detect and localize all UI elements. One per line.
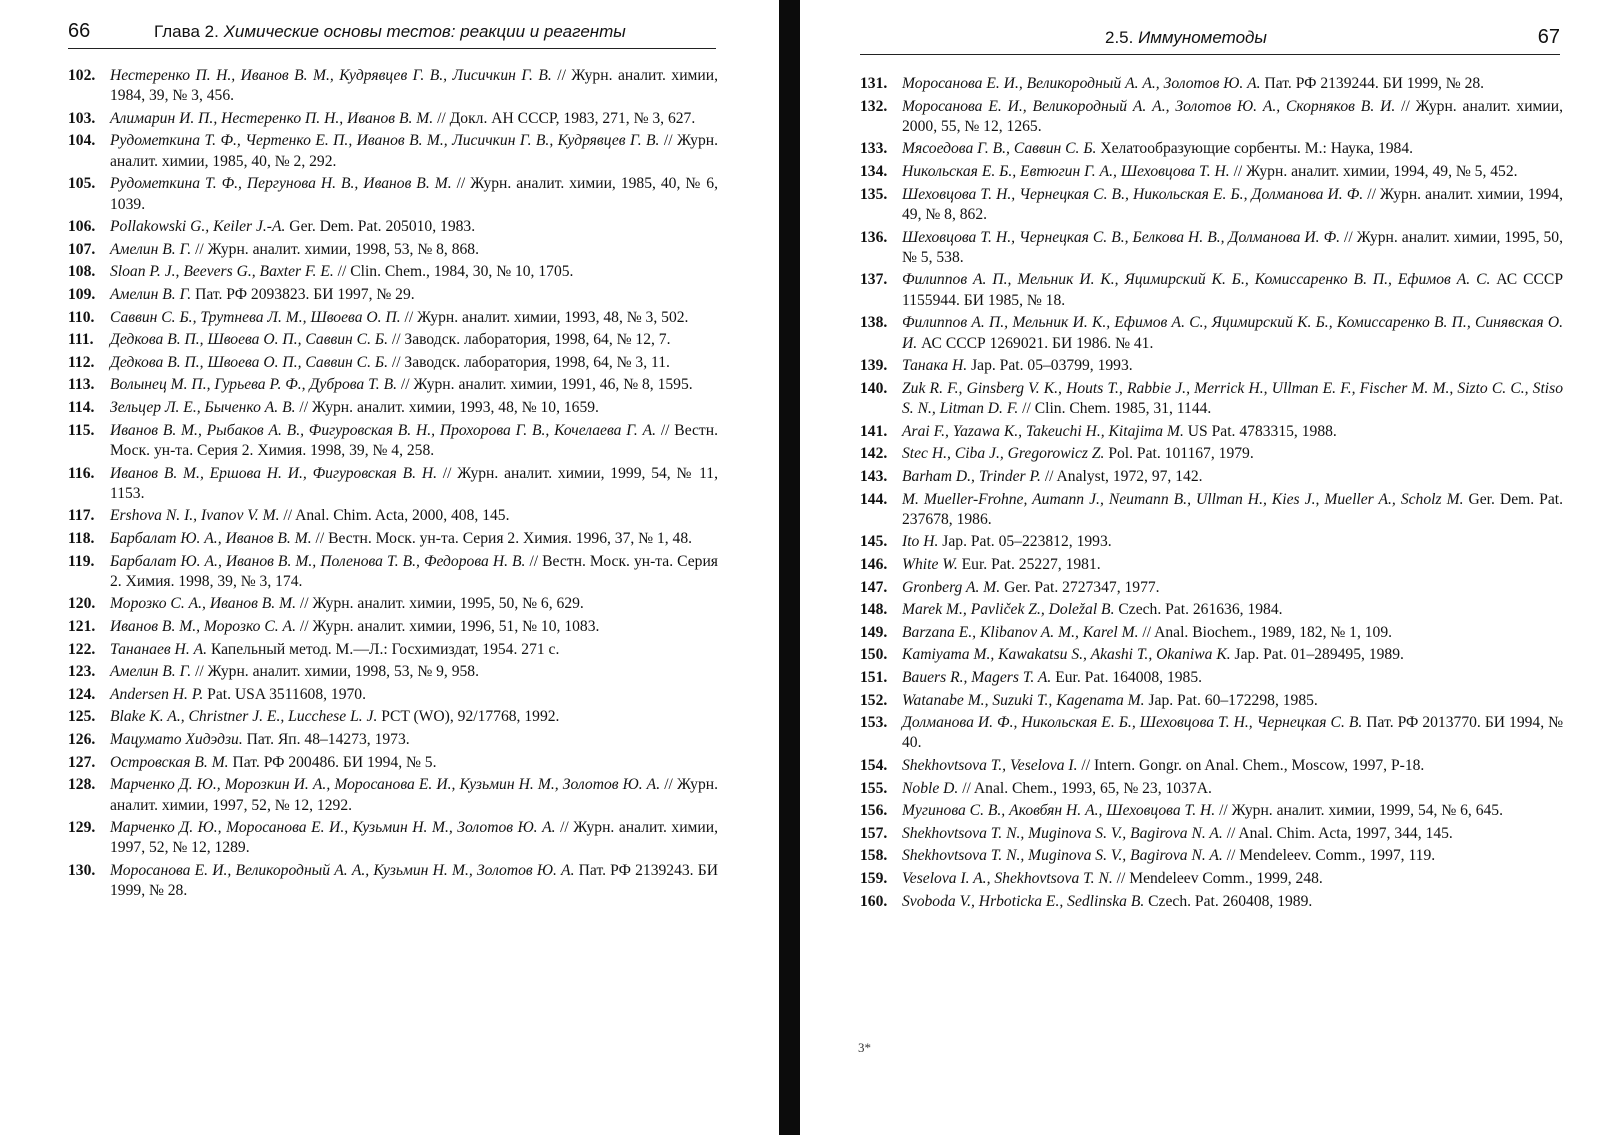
reference-number: 108. <box>68 263 96 281</box>
right-reference-list <box>860 74 1563 914</box>
reference-authors: Шеховцова Т. Н., Чернецкая С. В., Белкова Н. В., Долманова И. Ф. <box>902 228 1341 246</box>
reference-authors: Филиппов А. П., Мельник И. К., Ефимов А. С., Яцимирский К. Б., Комиссаренко В. П., Синявская О. И. <box>902 314 1563 352</box>
left-reference-list <box>68 66 718 904</box>
reference-number: 156. <box>860 802 888 820</box>
reference-item <box>860 555 1563 575</box>
right-running-header <box>860 24 1560 55</box>
reference-number: 152. <box>860 691 888 709</box>
reference-authors: Мацумато Хидэдзи. <box>110 731 243 749</box>
reference-number: 122. <box>68 640 96 658</box>
reference-item <box>68 730 718 750</box>
reference-number: 158. <box>860 847 888 865</box>
reference-authors: Arai F., Yazawa K., Takeuchi H., Kitajima M. <box>902 422 1184 440</box>
reference-number: 123. <box>68 663 96 681</box>
reference-number: 116. <box>68 464 95 482</box>
reference-source: // Вестн. Моск. ун-та. Серия 2. Химия. 1998, 39, № 3, 174. <box>110 552 718 590</box>
reference-authors: Kamiyama M., Kawakatsu S., Akashi T., Okaniwa K. <box>902 646 1231 664</box>
reference-source: // Журн. аналит. химии, 1997, 52, № 12, 1292. <box>110 776 718 814</box>
reference-source: Пат. РФ 2013770. БИ 1994, № 40. <box>902 714 1564 752</box>
reference-source: // Anal. Chim. Acta, 2000, 408, 145. <box>279 507 510 525</box>
reference-source: // Журн. аналит. химии, 1997, 52, № 12, 1289. <box>110 819 718 857</box>
reference-number: 111. <box>68 331 94 349</box>
reference-number: 121. <box>68 618 96 636</box>
reference-authors: Тананаев Н. А. <box>110 640 208 658</box>
reference-source: АС СССР 1269021. БИ 1986. № 41. <box>917 334 1154 352</box>
reference-item <box>860 270 1563 311</box>
reference-source: Пат. РФ 2093823. БИ 1997, № 29. <box>191 286 415 304</box>
reference-number: 129. <box>68 819 96 837</box>
reference-number: 106. <box>68 218 96 236</box>
reference-number: 155. <box>860 779 888 797</box>
reference-number: 109. <box>68 286 96 304</box>
reference-item <box>860 313 1563 354</box>
reference-source: Хелатообразующие сорбенты. М.: Наука, 1984. <box>1096 140 1414 158</box>
reference-item <box>68 775 718 816</box>
reference-source: // Журн. аналит. химии, 1993, 48, № 10, 1659. <box>295 399 599 417</box>
reference-authors: Andersen H. P. <box>110 685 204 703</box>
reference-item <box>68 217 718 237</box>
reference-authors: Филиппов А. П., Мельник И. К., Яцимирский К. Б., Комиссаренко В. П., Ефимов А. С. <box>902 271 1491 289</box>
reference-source: // Журн. аналит. химии, 1993, 48, № 3, 502. <box>400 308 689 326</box>
reference-number: 135. <box>860 185 888 203</box>
reference-source: // Журн. аналит. химии, 1985, 40, № 6, 1039. <box>110 175 718 213</box>
reference-item <box>860 228 1563 269</box>
chapter-label: Глава 2. <box>154 22 219 41</box>
reference-authors: Watanabe M., Suzuki T., Kagenama M. <box>902 691 1145 709</box>
reference-authors: Bauers R., Magers T. A. <box>902 668 1052 686</box>
reference-number: 127. <box>68 753 96 771</box>
reference-item <box>860 444 1563 464</box>
reference-number: 124. <box>68 685 96 703</box>
reference-item <box>860 869 1563 889</box>
reference-source: Ger. Dem. Pat. 237678, 1986. <box>902 490 1563 528</box>
reference-source: // Журн. аналит. химии, 2000, 55, № 12, 1265. <box>902 97 1564 135</box>
reference-item <box>68 308 718 328</box>
reference-authors: Саввин С. Б., Трутнева Л. М., Швоева О. П. <box>110 308 401 326</box>
reference-number: 104. <box>68 132 96 150</box>
book-spine <box>779 0 800 1135</box>
reference-authors: Zuk R. F., Ginsberg V. K., Houts T., Rabbie J., Merrick H., Ullman E. F., Fischer M. M., Sizto C. C., Stiso S. N., Litman D. F. <box>902 379 1563 418</box>
reference-source: // Заводск. лаборатория, 1998, 64, № 12, 7. <box>387 331 671 349</box>
reference-source: // Журн. аналит. химии, 1999, 54, № 11, 1153. <box>110 464 718 502</box>
reference-authors: White W. <box>902 555 958 573</box>
reference-source: Капельный метод. М.—Л.: Госхимиздат, 1954. 271 с. <box>207 640 560 658</box>
reference-item <box>860 713 1563 754</box>
reference-item <box>68 109 718 129</box>
reference-source: // Mendeleev Comm., 1999, 248. <box>1112 870 1323 887</box>
reference-authors: Марченко Д. Ю., Морозкин И. А., Моросанова Е. И., Кузьмин Н. М., Золотов Ю. А. <box>110 776 661 794</box>
reference-authors: Sloan P. J., Beevers G., Baxter F. E. <box>110 263 334 281</box>
reference-item <box>68 707 718 727</box>
reference-item <box>68 353 718 373</box>
reference-number: 136. <box>860 228 888 246</box>
right-page-number: 67 <box>1537 26 1560 48</box>
reference-item <box>68 330 718 350</box>
reference-source: Pat. USA 3511608, 1970. <box>203 685 367 703</box>
reference-item <box>68 464 718 505</box>
reference-source: Пат. РФ 200486. БИ 1994, № 5. <box>228 753 437 771</box>
reference-item <box>68 262 718 282</box>
reference-number: 144. <box>860 490 888 508</box>
reference-number: 140. <box>860 379 888 397</box>
reference-number: 134. <box>860 163 888 181</box>
reference-authors: Марченко Д. Ю., Моросанова Е. И., Кузьмин Н. М., Золотов Ю. А. <box>110 819 556 837</box>
reference-source: Eur. Pat. 164008, 1985. <box>1051 668 1203 686</box>
reference-source: // Журн. аналит. химии, 1995, 50, № 5, 538. <box>902 228 1563 266</box>
reference-authors: Дедкова В. П., Швоева О. П., Саввин С. Б. <box>110 353 388 371</box>
reference-source: // Вестн. Моск. ун-та. Серия 2. Химия. 1998, 39, № 4, 258. <box>110 421 718 459</box>
reference-number: 125. <box>68 708 96 726</box>
reference-authors: Ershova N. I., Ivanov V. M. <box>110 507 280 525</box>
reference-source: // Вестн. Моск. ун-та. Серия 2. Химия. 1996, 37, № 1, 48. <box>311 529 693 547</box>
reference-authors: Алимарин И. П., Нестеренко П. Н., Иванов В. М. <box>110 109 434 127</box>
reference-source: // Журн. аналит. химии, 1995, 50, № 6, 629. <box>295 595 584 613</box>
section-label: 2.5. <box>1105 28 1134 47</box>
reference-item <box>860 490 1563 531</box>
reference-authors: Stec H., Ciba J., Gregorowicz Z. <box>902 445 1105 463</box>
reference-source: // Заводск. лаборатория, 1998, 64, № 3, 11. <box>387 353 670 371</box>
reference-number: 113. <box>68 376 95 394</box>
reference-item <box>860 356 1563 376</box>
reference-number: 132. <box>860 97 888 115</box>
reference-item <box>860 600 1563 620</box>
left-running-header <box>68 18 716 49</box>
reference-item <box>68 240 718 260</box>
reference-authors: Ito H. <box>902 533 939 551</box>
reference-item <box>68 529 718 549</box>
reference-authors: M. Mueller-Frohne, Aumann J., Neumann B., Ullman H., Kies J., Mueller A., Scholz M. <box>902 490 1464 508</box>
reference-item <box>68 617 718 637</box>
reference-authors: Барбалат Ю. А., Иванов В. М. <box>110 529 312 547</box>
reference-item <box>860 532 1563 552</box>
reference-authors: Моросанова Е. И., Великородный А. А., Кузьмин Н. М., Золотов Ю. А. <box>110 862 575 879</box>
reference-source: // Журн. аналит. химии, 1998, 53, № 9, 958. <box>191 663 480 681</box>
reference-item <box>860 668 1563 688</box>
reference-number: 159. <box>860 870 888 887</box>
reference-item <box>860 645 1563 665</box>
reference-number: 114. <box>68 399 95 417</box>
reference-source: Ger. Dem. Pat. 205010, 1983. <box>285 218 476 236</box>
reference-source: // Clin. Chem. 1985, 31, 1144. <box>1018 400 1212 418</box>
left-page-number: 66 <box>68 20 91 42</box>
reference-number: 126. <box>68 731 96 749</box>
right-header-title <box>1105 25 1267 51</box>
reference-source: АС СССР 1155944. БИ 1985, № 18. <box>902 271 1563 309</box>
reference-number: 112. <box>68 353 95 371</box>
reference-number: 117. <box>68 507 95 525</box>
reference-authors: Noble D. <box>902 779 959 797</box>
reference-authors: Амелин В. Г. <box>110 663 192 681</box>
reference-authors: Veselova I. A., Shekhovtsova T. N. <box>902 870 1113 887</box>
reference-source: // Журн. аналит. химии, 1985, 40, № 2, 292. <box>110 132 718 170</box>
reference-number: 139. <box>860 357 888 375</box>
reference-authors: Волынец М. П., Гурьева Р. Ф., Дуброва Т. В. <box>110 376 398 394</box>
reference-number: 146. <box>860 555 888 573</box>
reference-item <box>860 74 1563 94</box>
reference-item <box>68 594 718 614</box>
reference-number: 145. <box>860 533 888 551</box>
reference-item <box>68 818 718 859</box>
reference-source: Ger. Pat. 2727347, 1977. <box>1000 578 1160 596</box>
reference-number: 107. <box>68 240 96 258</box>
reference-authors: Рудометкина Т. Ф., Чертенко Е. П., Иванов В. М., Лисичкин Г. В., Кудрявцев Г. В. <box>110 132 660 150</box>
reference-source: // Anal. Chim. Acta, 1997, 344, 145. <box>1222 824 1453 842</box>
reference-item <box>860 578 1563 598</box>
reference-number: 160. <box>860 892 888 910</box>
reference-source: PCT (WO), 92/17768, 1992. <box>377 708 560 726</box>
reference-item <box>68 285 718 305</box>
reference-number: 130. <box>68 862 96 879</box>
chapter-title: Химические основы тестов: реакции и реагенты <box>223 22 626 41</box>
left-header-title <box>154 19 626 45</box>
reference-source: Eur. Pat. 25227, 1981. <box>957 555 1101 573</box>
reference-authors: Шеховцова Т. Н., Чернецкая С. В., Никольская Е. Б., Долманова И. Ф. <box>902 185 1364 203</box>
reference-authors: Моросанова Е. И., Великородный А. А., Золотов Ю. А. <box>902 75 1261 92</box>
reference-source: Jap. Pat. 01–289495, 1989. <box>1230 646 1404 664</box>
reference-authors: Иванов В. М., Морозко С. А. <box>110 618 296 636</box>
reference-number: 157. <box>860 824 888 842</box>
reference-authors: Мясоедова Г. В., Саввин С. Б. <box>902 140 1097 158</box>
reference-item <box>860 162 1563 182</box>
reference-authors: Svoboda V., Hrboticka E., Sedlinska B. <box>902 892 1145 910</box>
reference-source: Czech. Pat. 261636, 1984. <box>1114 601 1283 619</box>
reference-number: 118. <box>68 529 95 547</box>
reference-source: Jap. Pat. 05–03799, 1993. <box>967 357 1133 375</box>
reference-source: // Intern. Gongr. on Anal. Chem., Moscow, 1997, P-18. <box>1077 757 1425 775</box>
reference-item <box>860 467 1563 487</box>
reference-number: 128. <box>68 776 96 794</box>
section-title: Иммунометоды <box>1138 28 1267 47</box>
reference-authors: Никольская Е. Б., Евтюгин Г. А., Шеховцова Т. Н. <box>902 163 1230 181</box>
reference-source: // Clin. Chem., 1984, 30, № 10, 1705. <box>333 263 574 281</box>
reference-item <box>68 506 718 526</box>
reference-item <box>860 379 1563 420</box>
reference-number: 131. <box>860 75 888 92</box>
reference-authors: Barham D., Trinder P. <box>902 467 1041 485</box>
reference-number: 150. <box>860 646 888 664</box>
reference-number: 138. <box>860 314 888 332</box>
reference-item <box>860 691 1563 711</box>
left-page <box>0 0 775 1135</box>
reference-item <box>860 756 1563 776</box>
reference-item <box>68 421 718 462</box>
reference-authors: Shekhovtsova T. N., Muginova S. V., Bagirova N. A. <box>902 824 1223 842</box>
reference-number: 148. <box>860 601 888 619</box>
reference-number: 149. <box>860 623 888 641</box>
reference-authors: Амелин В. Г. <box>110 240 192 258</box>
reference-item <box>860 185 1563 226</box>
reference-source: // Anal. Biochem., 1989, 182, № 1, 109. <box>1138 623 1393 641</box>
reference-authors: Барбалат Ю. А., Иванов В. М., Поленова Т. В., Федорова Н. В. <box>110 552 526 570</box>
reference-item <box>860 892 1563 912</box>
reference-item <box>68 662 718 682</box>
reference-source: Jap. Pat. 05–223812, 1993. <box>938 533 1112 551</box>
reference-authors: Barzana E., Klibanov A. M., Karel M. <box>902 623 1139 641</box>
reference-item <box>860 623 1563 643</box>
reference-authors: Мугинова С. В., Аковбян Н. А., Шеховцова Т. Н. <box>902 802 1216 820</box>
reference-authors: Морозко С. А., Иванов В. М. <box>110 595 296 613</box>
reference-item <box>860 139 1563 159</box>
reference-source: Czech. Pat. 260408, 1989. <box>1144 892 1313 910</box>
reference-item <box>68 552 718 593</box>
reference-source: // Anal. Chem., 1993, 65, № 23, 1037A. <box>958 779 1212 797</box>
reference-number: 154. <box>860 757 888 775</box>
reference-source: US Pat. 4783315, 1988. <box>1183 422 1337 440</box>
reference-number: 142. <box>860 445 888 463</box>
reference-item <box>68 685 718 705</box>
reference-authors: Иванов В. М., Рыбаков А. В., Фигуровская В. Н., Прохорова Г. В., Кочелаева Г. А. <box>110 421 657 439</box>
reference-authors: Долманова И. Ф., Никольская Е. Б., Шеховцова Т. Н., Чернецкая С. В. <box>902 714 1363 732</box>
reference-number: 110. <box>68 308 95 326</box>
reference-authors: Танака Н. <box>902 357 968 375</box>
reference-source: // Журн. аналит. химии, 1991, 46, № 8, 1595. <box>397 376 693 394</box>
reference-source: Пат. РФ 2139243. БИ 1999, № 28. <box>110 862 718 900</box>
reference-item <box>860 824 1563 844</box>
reference-item <box>68 861 718 902</box>
reference-number: 137. <box>860 271 888 289</box>
reference-number: 120. <box>68 595 96 613</box>
reference-source: // Журн. аналит. химии, 1996, 51, № 10, 1083. <box>295 618 600 636</box>
reference-number: 153. <box>860 714 888 732</box>
right-page <box>800 0 1600 1135</box>
reference-authors: Амелин В. Г. <box>110 286 192 304</box>
reference-source: // Журн. аналит. химии, 1994, 49, № 8, 862. <box>902 185 1563 223</box>
reference-authors: Gronberg A. M. <box>902 578 1001 596</box>
reference-number: 105. <box>68 175 96 193</box>
signature-mark: 3* <box>858 1040 871 1055</box>
reference-number: 147. <box>860 578 888 596</box>
reference-item <box>68 375 718 395</box>
reference-item <box>68 398 718 418</box>
reference-number: 133. <box>860 140 888 158</box>
reference-item <box>68 640 718 660</box>
reference-source: Пат. Яп. 48–14273, 1973. <box>242 731 410 749</box>
reference-source: // Журн. аналит. химии, 1994, 49, № 5, 452. <box>1229 163 1518 181</box>
reference-item <box>860 779 1563 799</box>
reference-number: 143. <box>860 467 888 485</box>
reference-item <box>68 131 718 172</box>
reference-item <box>860 846 1563 866</box>
reference-number: 102. <box>68 67 96 84</box>
reference-authors: Shekhovtsova T. N., Muginova S. V., Bagirova N. A. <box>902 847 1223 865</box>
reference-item <box>68 174 718 215</box>
reference-authors: Нестеренко П. Н., Иванов В. М., Кудрявцев Г. В., Лисичкин Г. В. <box>110 67 552 84</box>
reference-number: 115. <box>68 421 95 439</box>
reference-item <box>860 97 1563 138</box>
reference-item <box>68 753 718 773</box>
reference-source: Jap. Pat. 60–172298, 1985. <box>1144 691 1318 709</box>
reference-source: // Докл. АН СССР, 1983, 271, № 3, 627. <box>433 109 696 127</box>
reference-authors: Зельцер Л. Е., Быченко А. В. <box>110 399 296 417</box>
reference-authors: Shekhovtsova T., Veselova I. <box>902 757 1078 775</box>
reference-authors: Рудометкина Т. Ф., Пергунова Н. В., Иванов В. М. <box>110 175 452 193</box>
reference-item <box>860 422 1563 442</box>
reference-number: 119. <box>68 552 95 570</box>
reference-source: // Mendeleev. Comm., 1997, 119. <box>1222 847 1436 865</box>
reference-source: // Журн. аналит. химии, 1984, 39, № 3, 456. <box>110 67 718 105</box>
reference-number: 103. <box>68 109 96 127</box>
reference-item <box>68 66 718 107</box>
reference-authors: Pollakowski G., Keiler J.-A. <box>110 218 286 236</box>
reference-authors: Иванов В. М., Ершова Н. И., Фигуровская В. Н. <box>110 464 437 482</box>
reference-item <box>860 801 1563 821</box>
reference-number: 151. <box>860 668 888 686</box>
reference-source: Pol. Pat. 101167, 1979. <box>1104 445 1254 463</box>
reference-authors: Marek M., Pavliček Z., Doležal B. <box>902 601 1115 619</box>
reference-authors: Дедкова В. П., Швоева О. П., Саввин С. Б. <box>110 331 388 349</box>
reference-source: // Журн. аналит. химии, 1999, 54, № 6, 645. <box>1215 802 1504 820</box>
reference-source: Пат. РФ 2139244. БИ 1999, № 28. <box>1260 75 1485 92</box>
reference-source: // Журн. аналит. химии, 1998, 53, № 8, 868. <box>191 240 480 258</box>
reference-source: // Analyst, 1972, 97, 142. <box>1040 467 1203 485</box>
reference-authors: Островская В. М. <box>110 753 229 771</box>
reference-number: 141. <box>860 422 888 440</box>
reference-authors: Моросанова Е. И., Великородный А. А., Золотов Ю. А., Скорняков В. И. <box>902 97 1396 115</box>
reference-authors: Blake K. A., Christner J. E., Lucchese L. J. <box>110 708 378 726</box>
